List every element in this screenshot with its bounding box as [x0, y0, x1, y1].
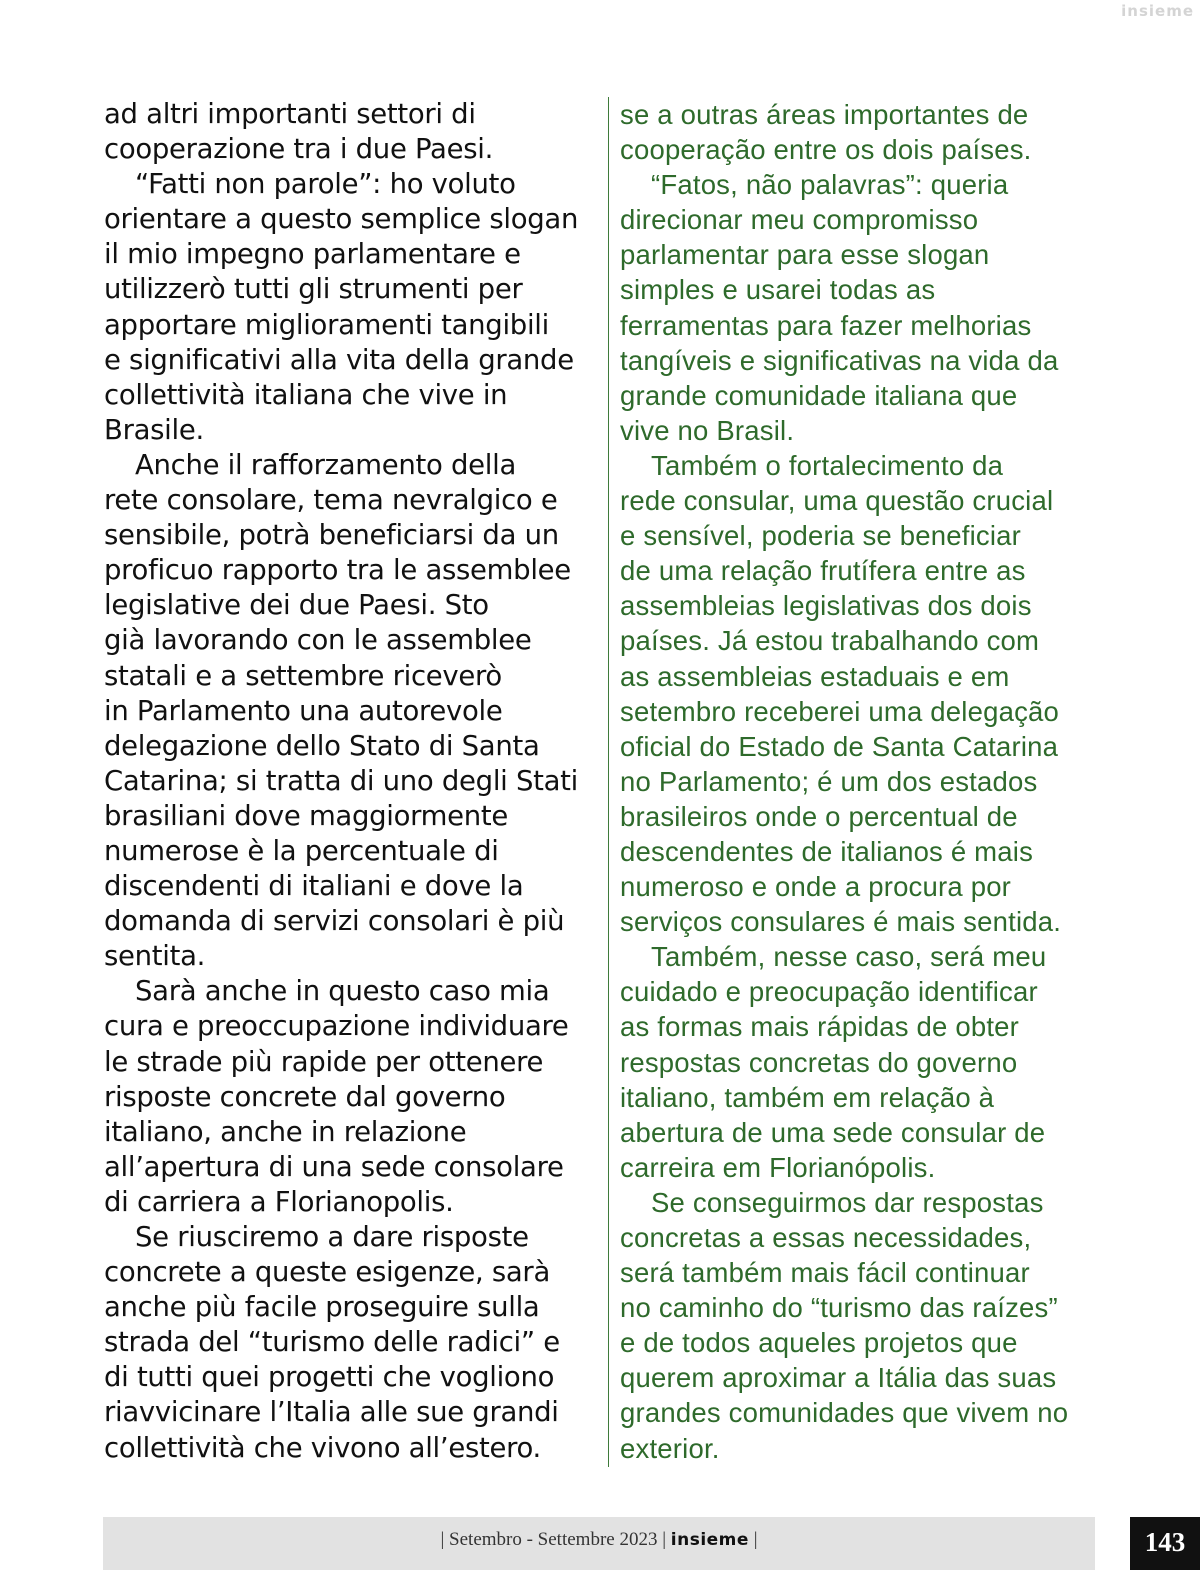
text-line: brasiliani dove maggiormente: [104, 799, 509, 832]
text-line: apportare miglioramenti tangibili: [104, 308, 549, 341]
text-line: grande comunidade italiana que: [620, 379, 1018, 411]
footer-issue-line: [103, 1529, 1095, 1551]
footer-brand: insieme: [670, 1530, 749, 1550]
text-line: cura e preoccupazione individuare: [104, 1010, 569, 1043]
text-line: ad altri importanti settori di: [104, 98, 476, 130]
text-line: vive no Brasil.: [620, 414, 795, 446]
text-line: cooperação entre os dois países.: [620, 134, 1032, 166]
page-number-box: [1130, 1517, 1200, 1570]
column-divider: [608, 97, 609, 1467]
text-line: collettività italiana che vive in: [104, 378, 508, 411]
text-line: collettività che vivono all’estero.: [104, 1431, 541, 1464]
text-line: no caminho do “turismo das raízes”: [620, 1292, 1058, 1324]
text-line: legislative dei due Paesi. Sto: [104, 589, 489, 622]
text-line: italiano, também em relação à: [620, 1081, 995, 1113]
text-line: respostas concretas do governo: [620, 1046, 1018, 1078]
footer-separator: |: [753, 1529, 758, 1550]
text-line: Anche il rafforzamento della: [135, 448, 517, 481]
text-line: Brasile.: [104, 413, 204, 446]
text-line: setembro receberei uma delegação: [620, 695, 1060, 727]
footer-issue-date: | Setembro - Settembre 2023 |: [440, 1529, 667, 1550]
text-line: e de todos aqueles projetos que: [620, 1327, 1018, 1359]
text-line: Também o fortalecimento da: [651, 449, 1004, 481]
text-line: Se conseguirmos dar respostas: [651, 1186, 1044, 1218]
text-line: e sensível, poderia se beneficiar: [620, 520, 1021, 552]
text-line: le strade più rapide per ottenere: [104, 1045, 544, 1078]
text-line: as assembleias estaduais e em: [620, 660, 1010, 692]
text-line: il mio impegno parlamentare e: [104, 238, 521, 271]
italian-column: [104, 97, 579, 1466]
text-line: numeroso e onde a procura por: [620, 871, 1012, 903]
text-line: países. Já estou trabalhando com: [620, 625, 1040, 657]
text-line: será também mais fácil continuar: [620, 1257, 1030, 1289]
text-line: Catarina; si tratta di uno degli Stati: [104, 764, 578, 797]
text-line: ferramentas para fazer melhorias: [620, 309, 1032, 341]
text-line: all’apertura di una sede consolare: [104, 1150, 564, 1183]
text-line: domanda di servizi consolari è più: [104, 905, 565, 938]
text-line: se a outras áreas importantes de: [620, 99, 1029, 130]
text-line: carreira em Florianópolis.: [620, 1151, 936, 1183]
text-line: statali e a settembre riceverò: [104, 659, 502, 692]
text-line: proficuo rapporto tra le assemblee: [104, 554, 571, 587]
text-line: di tutti quei progetti che vogliono: [104, 1361, 555, 1394]
text-line: in Parlamento una autorevole: [104, 694, 503, 727]
text-line: querem aproximar a Itália das suas: [620, 1362, 1057, 1394]
text-line: sensibile, potrà beneficiarsi da un: [104, 519, 559, 552]
masthead-brand: insieme: [1121, 2, 1194, 20]
text-line: direcionar meu compromisso: [620, 204, 979, 236]
text-line: as formas mais rápidas de obter: [620, 1011, 1020, 1043]
text-line: di carriera a Florianopolis.: [104, 1185, 454, 1218]
text-line: delegazione dello Stato di Santa: [104, 729, 540, 762]
text-line: discendenti di italiani e dove la: [104, 870, 524, 903]
text-line: “Fatti non parole”: ho voluto: [135, 168, 516, 201]
text-line: Sarà anche in questo caso mia: [135, 975, 550, 1008]
text-line: già lavorando con le assemblee: [104, 624, 532, 657]
text-line: Também, nesse caso, será meu: [651, 941, 1047, 973]
text-line: no Parlamento; é um dos estados: [620, 765, 1038, 797]
text-line: brasileiros onde o percentual de: [620, 800, 1018, 832]
text-line: serviços consulares é mais sentida.: [620, 906, 1062, 938]
text-line: grandes comunidades que vivem no: [620, 1397, 1069, 1429]
text-line: e significativi alla vita della grande: [104, 343, 574, 376]
text-line: simples e usarei todas as: [620, 274, 936, 306]
text-line: cuidado e preocupação identificar: [620, 976, 1038, 1008]
text-line: riavvicinare l’Italia alle sue grandi: [104, 1396, 559, 1429]
text-line: orientare a questo semplice slogan: [104, 203, 579, 236]
text-line: anche più facile proseguire sulla: [104, 1291, 540, 1324]
text-line: oficial do Estado de Santa Catarina: [620, 730, 1059, 762]
text-line: exterior.: [620, 1432, 720, 1464]
text-line: de uma relação frutífera entre as: [620, 555, 1026, 587]
page-number: 143: [1144, 1527, 1186, 1557]
text-line: rete consolare, tema nevralgico e: [104, 484, 558, 517]
text-line: rede consular, uma questão crucial: [620, 485, 1054, 517]
text-line: utilizzerò tutti gli strumenti per: [104, 273, 523, 306]
portuguese-column: [620, 97, 1100, 1466]
text-line: strada del “turismo delle radici” e: [104, 1326, 560, 1359]
text-line: tangíveis e significativas na vida da: [620, 344, 1059, 376]
text-line: descendentes de italianos é mais: [620, 835, 1034, 867]
text-line: parlamentar para esse slogan: [620, 239, 990, 271]
text-line: cooperazione tra i due Paesi.: [104, 133, 494, 166]
text-line: risposte concrete dal governo: [104, 1080, 506, 1113]
text-line: concrete a queste esigenze, sarà: [104, 1256, 550, 1289]
text-line: italiano, anche in relazione: [104, 1115, 467, 1148]
text-line: Se riusciremo a dare risposte: [135, 1221, 529, 1253]
text-line: abertura de uma sede consular de: [620, 1116, 1046, 1148]
text-line: assembleias legislativas dos dois: [620, 590, 1032, 622]
text-line: numerose è la percentuale di: [104, 834, 499, 867]
text-line: concretas a essas necessidades,: [620, 1222, 1032, 1253]
text-line: sentita.: [104, 940, 206, 973]
text-line: “Fatos, não palavras”: queria: [651, 169, 1009, 201]
footer-bar: [103, 1517, 1095, 1570]
